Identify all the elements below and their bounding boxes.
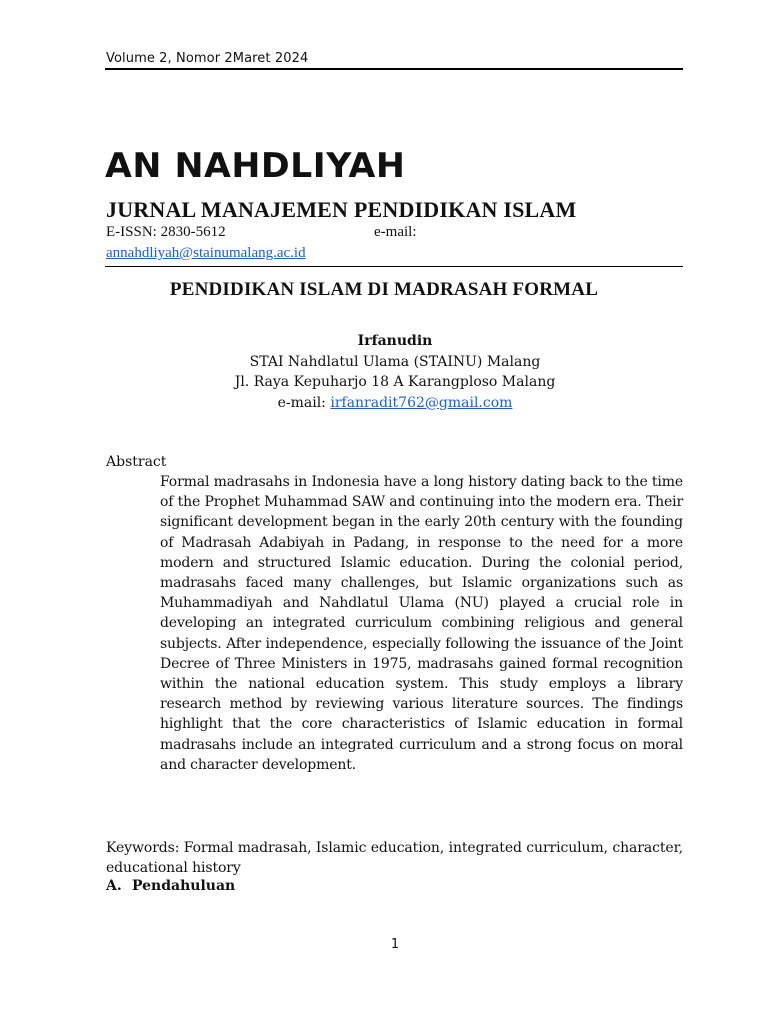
- abstract-body: Formal madrasahs in Indonesia have a long history dating back to the time of the Prophet Muhammad SAW and continuing into the modern era. Their significant development began in the early 20th century with the founding of Madrasah Adabiyah in Padang, in response to the need for a more modern and structured Islamic education. During the colonial period, madrasahs faced many challenges, but Islamic organizations such as Muhammadiyah and Nahdlatul Ulama (NU) played a crucial role in developing an integrated curriculum combining religious and general subjects. After independence, especially following the issuance of the Joint Decree of Three Ministers in 1975, madrasahs gained formal recognition within the national education system. This study employs a library research method by reviewing various literature sources. The findings highlight that the core characteristics of Islamic education in formal madrasahs include an integrated curriculum and a strong focus on moral and character development.: [160, 474, 683, 773]
- author-address: Jl. Raya Kepuharjo 18 A Karangploso Malang: [234, 374, 556, 390]
- section-heading: [106, 878, 235, 894]
- keywords: Keywords: Formal madrasah, Islamic education, integrated curriculum, character, educational history: [106, 840, 683, 876]
- author-email-link[interactable]: irfanradit762@gmail.com: [330, 394, 513, 411]
- journal-issn: E-ISSN: 2830-5612: [106, 224, 226, 240]
- abstract-label: Abstract: [106, 454, 167, 470]
- author-email-line: [0, 393, 768, 414]
- author-affiliation: STAI Nahdlatul Ulama (STAINU) Malang: [249, 353, 541, 370]
- journal-email-link[interactable]: annahdliyah@stainumalang.ac.id: [106, 245, 306, 261]
- section-title: Pendahuluan: [132, 878, 236, 894]
- author-name: Irfanudin: [357, 333, 433, 349]
- journal-name: AN NAHDLIYAH: [105, 146, 406, 186]
- masthead-rule: [105, 266, 683, 267]
- author-block: [0, 331, 768, 413]
- page-number: 1: [390, 937, 400, 952]
- running-head: Volume 2, Nomor 2Maret 2024: [106, 51, 309, 66]
- header-rule: [105, 68, 683, 70]
- journal-subtitle: JURNAL MANAJEMEN PENDIDIKAN ISLAM: [106, 197, 577, 222]
- author-email-prefix: e-mail:: [277, 394, 331, 411]
- paper-title: PENDIDIKAN ISLAM DI MADRASAH FORMAL: [169, 279, 599, 300]
- journal-email-label: e-mail:: [374, 224, 417, 240]
- section-number: A.: [106, 878, 122, 894]
